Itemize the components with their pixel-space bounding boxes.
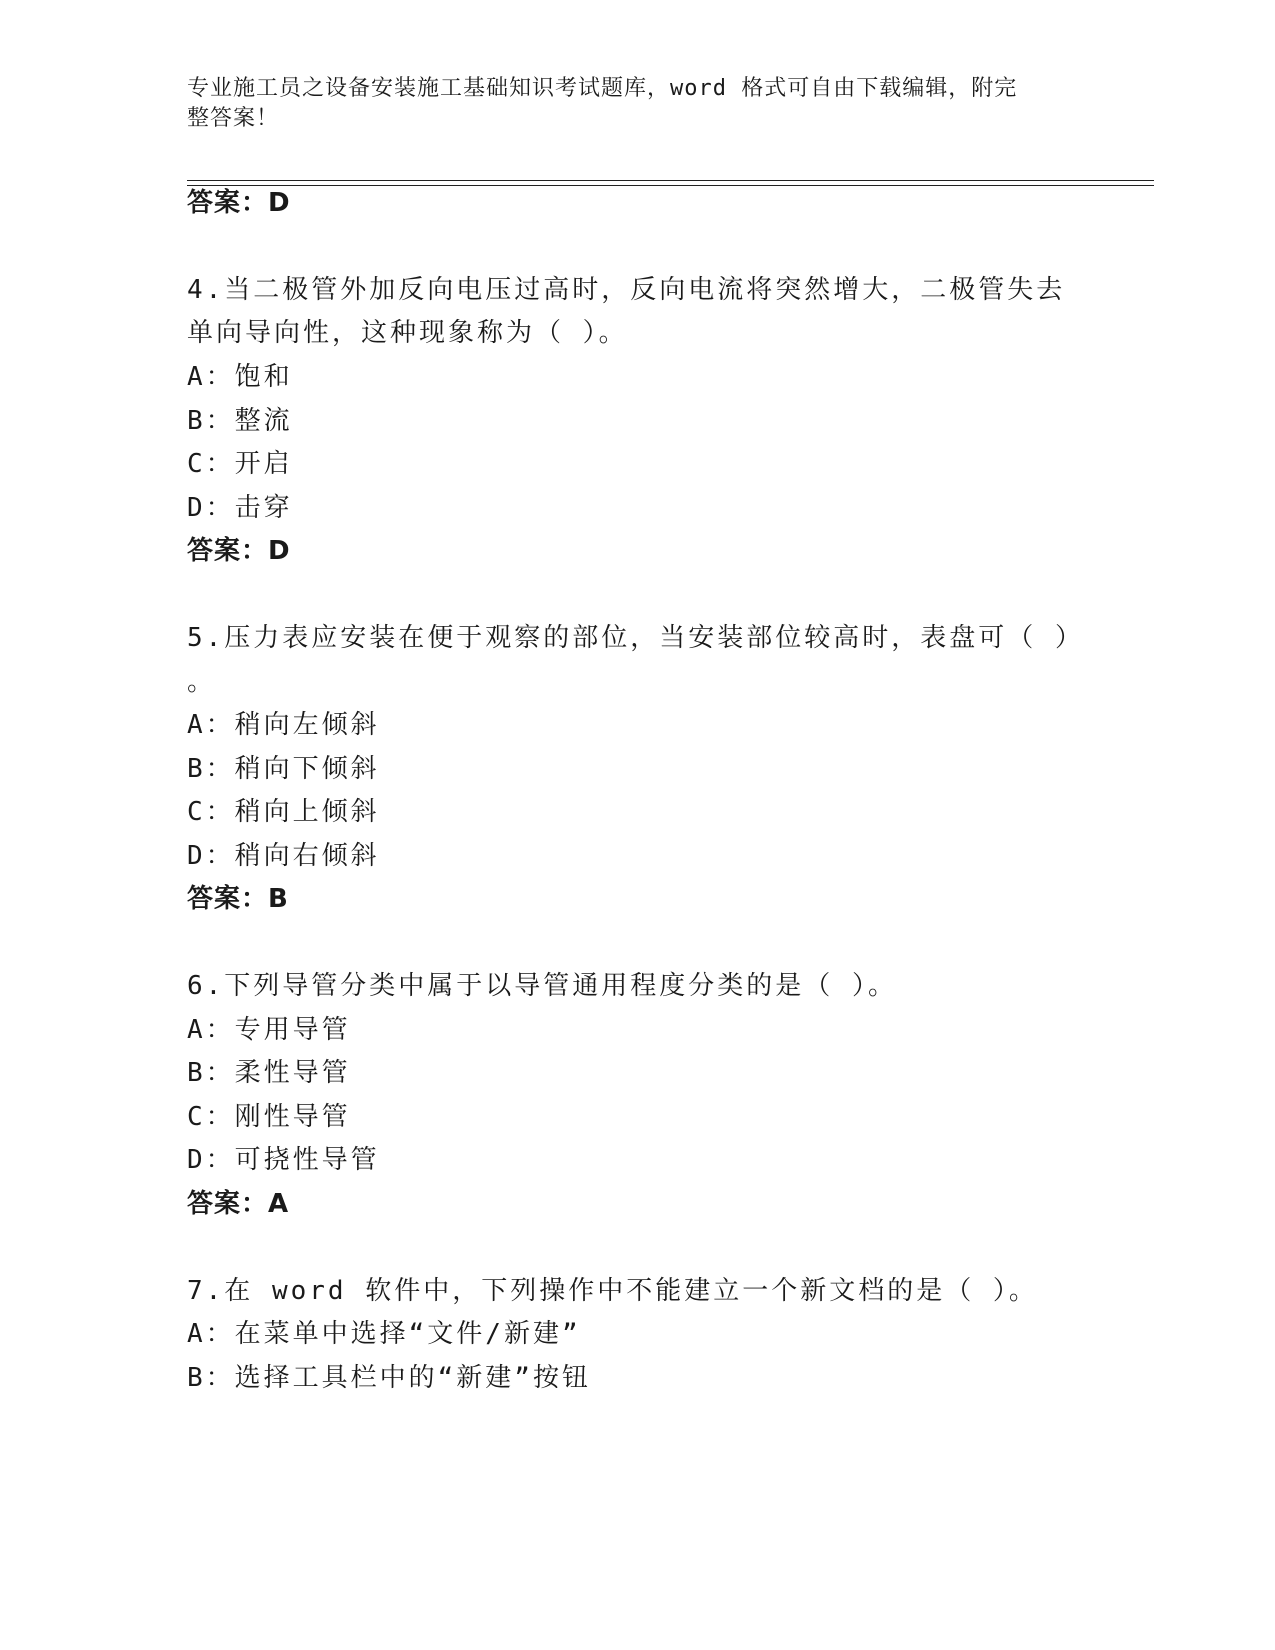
question-5-option-d: D：稍向右倾斜 (187, 841, 380, 871)
question-6-option-b: B：柔性导管 (187, 1058, 351, 1088)
question-6-option-c: C：刚性导管 (187, 1102, 351, 1132)
header-line-1: 专业施工员之设备安装施工基础知识考试题库，word 格式可自由下载编辑，附完 (187, 76, 1018, 101)
question-4-line-1: 4.当二极管外加反向电压过高时，反向电流将突然增大，二极管失去 (187, 275, 1066, 305)
answer-q4: 答案：D (187, 536, 291, 566)
question-7-line-1: 7.在 word 软件中，下列操作中不能建立一个新文档的是（ ）。 (187, 1276, 1038, 1306)
question-4-option-b: B：整流 (187, 406, 293, 436)
question-5-line-1: 5.压力表应安装在便于观察的部位，当安装部位较高时，表盘可（ ） (187, 623, 1084, 653)
question-4-option-a: A：饱和 (187, 362, 293, 392)
question-4-line-2: 单向导向性，这种现象称为（ ）。 (187, 318, 628, 348)
answer-q5: 答案：B (187, 884, 289, 914)
question-7-option-b: B：选择工具栏中的“新建”按钮 (187, 1363, 591, 1393)
question-5-option-c: C：稍向上倾斜 (187, 797, 380, 827)
question-6-option-d: D：可挠性导管 (187, 1145, 380, 1175)
question-4-option-c: C：开启 (187, 449, 293, 479)
question-5-line-2: 。 (187, 667, 217, 697)
question-4-option-d: D：击穿 (187, 493, 293, 523)
answer-q6: 答案：A (187, 1189, 290, 1219)
header-line-2: 整答案！ (187, 106, 280, 131)
header-divider-top (187, 180, 1154, 181)
answer-q3: 答案：D (187, 188, 291, 218)
question-5-option-a: A：稍向左倾斜 (187, 710, 380, 740)
question-6-line-1: 6.下列导管分类中属于以导管通用程度分类的是（ ）。 (187, 971, 897, 1001)
question-6-option-a: A：专用导管 (187, 1015, 351, 1045)
document-header (187, 74, 1067, 134)
question-7-option-a: A：在菜单中选择“文件/新建” (187, 1319, 581, 1349)
header-divider-bottom (187, 185, 1154, 186)
question-5-option-b: B：稍向下倾斜 (187, 754, 380, 784)
